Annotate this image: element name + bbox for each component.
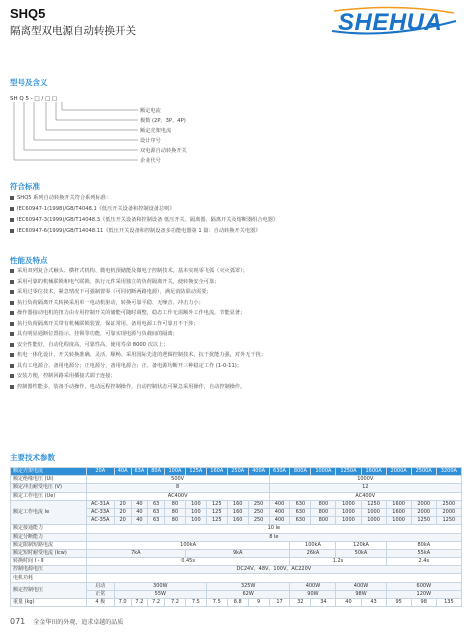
list-item: IEC60947-6(1999)/GB/T14048.11《低压开关设备和控制设备多功能电器第 1 篇：自动转换开关电器》	[10, 228, 460, 234]
model-label-rated-current: 额定电流	[140, 108, 161, 114]
list-item: SHQ5 系列自动转换开关符合系列标准：	[10, 195, 460, 201]
table-row: 额定短时耐受电流 (Icw) 7kA 9kA 26kA 50kA 55kA	[11, 549, 462, 557]
table-row: 额定控制电压 启动 300W 325W 400W 400W 600W	[11, 582, 462, 590]
bullet-icon	[10, 364, 14, 368]
brand-logo	[328, 5, 460, 37]
model-label-ats: 双电源自动转换开关	[140, 148, 187, 154]
model-heading: 型号及含义	[10, 78, 48, 87]
page-title: SHQ5	[10, 6, 46, 21]
page-footer	[10, 617, 123, 626]
table-row: 额定绝缘电压 (Ui) 500V 1000V	[11, 476, 462, 484]
list-item: 具有明显通断位置指示、挂锁等功能，可靠实现电源与负载间的隔离；	[10, 331, 460, 337]
technical-parameters-table	[10, 467, 462, 607]
features-heading: 性能及特点	[10, 256, 48, 265]
table-row: 控制电源电压 DC24V、48V、100V、AC220V	[11, 566, 462, 574]
bullet-icon	[10, 385, 14, 389]
page-number: 071	[10, 617, 26, 626]
list-item: 操作器接动电机的扭力由专用控制开关的储能可随时调整，稳态工作无需额外工作电流，节能显著；	[10, 310, 460, 316]
bullet-icon	[10, 290, 14, 294]
table-row: 转换时间 Ⅰ - Ⅱ 0.45s 1.2s 2.4s	[11, 558, 462, 566]
standards-heading: 符合标准	[10, 182, 40, 191]
list-item: 机电一体化设计，开关转换准确、灵活、顺畅、采用国际先进的逻辑控制技术，抗干扰能力强，对外无干扰；	[10, 352, 460, 358]
bullet-icon	[10, 301, 14, 305]
list-item: 具有工电源合、备用电源分；正电源分，备用电源合；正、备电源均断开三种稳定工作 (1-0-11)；	[10, 363, 460, 369]
table-row: 额定分断能力 8 Ie	[11, 533, 462, 541]
page-subtitle: 隔离型双电源自动转换开关	[10, 25, 136, 37]
bullet-icon	[10, 196, 14, 200]
list-item: IEC60947-3(1999)/GB/T14048.3《低压开关设备和控制设备 低压开关、隔离器、隔离开关及熔断器组合电器》	[10, 217, 460, 223]
table-row: AC-35A 20 40 63 80 100 125 160 250 400 630 800 1000 1000 1000 1250 1250	[11, 517, 462, 525]
bullet-icon	[10, 207, 14, 211]
model-label-frame-current: 额定壳架电流	[140, 128, 172, 134]
list-item: 执行负荷隔离开关转换采用单一电动机驱动，转换可靠平稳、无噪音、冲击力小；	[10, 300, 460, 306]
table-row: AC-33A 20 40 63 80 100 125 160 250 400 630 800 1000 1000 1600 2000 2000	[11, 508, 462, 516]
table-header-row: 额定壳架电流 20A 40A 63A 80A 100A 125A 160A 250A 400A 630A 800A 1000A 1250A 1600A 2000A 2500A 3200A	[11, 468, 462, 476]
params-heading: 主要技术参数	[10, 453, 55, 462]
table-row: 正常 55W 62W 90W 98W 120W	[11, 590, 462, 598]
table-row: 重量 (kg) 4 极 7.0 7.2 7.2 7.2 7.5 7.5 8.8 9 17 32 34 40 43 95 98 135	[11, 599, 462, 607]
bullet-icon	[10, 218, 14, 222]
table-row: 额定冲击耐受电压 (V) 8 12	[11, 484, 462, 492]
list-item: 安装方便，控制回路采用插接式端子连接；	[10, 373, 460, 379]
model-meaning-diagram	[10, 102, 150, 172]
features-list	[10, 268, 460, 394]
bullet-icon	[10, 343, 14, 347]
bullet-icon	[10, 269, 14, 273]
bullet-icon	[10, 353, 14, 357]
bullet-icon	[10, 229, 14, 233]
list-item: 安全性能好，自动化程度高，可靠性高，使用寿命 8000 次以上；	[10, 342, 460, 348]
brand-name: SHEHUA	[338, 9, 443, 36]
table-row: 额定工作电压 (Ue) AC400V AC400V	[11, 492, 462, 500]
model-label-company-code: 企业代号	[140, 158, 161, 164]
bullet-icon	[10, 332, 14, 336]
table-row: 电机功耗	[11, 574, 462, 582]
table-row: 额定接通能力 10 Ie	[11, 525, 462, 533]
list-item: IEC60947-1(1998)/GB/T4048.1《低压开关设备和控制设备总则》	[10, 206, 460, 212]
model-code: SH Q 5 - □ / □ □	[10, 96, 58, 102]
list-item: 执行负荷隔离开关带有机械联锁装置，保证常用、备用电源工作可靠且不干涉；	[10, 321, 460, 327]
list-item: 采用过零位技术，紧急情况下可强制置零（可同切断两路电源），满足消防联动需要；	[10, 289, 460, 295]
list-item: 采用双列复合式触头、横杆式机构、微电机预储能及微电子控制技术，基本实现零飞弧（灭灭弧罩）；	[10, 268, 460, 274]
table-row: 额定限制短路电流 100kA 100kA 120kA 80kA	[11, 541, 462, 549]
bullet-icon	[10, 322, 14, 326]
bullet-icon	[10, 374, 14, 378]
model-label-design-no: 设计序号	[140, 138, 161, 144]
standards-list	[10, 195, 460, 239]
bullet-icon	[10, 280, 14, 284]
model-label-poles: 极数 (2P、3P、4P)	[140, 118, 186, 124]
list-item: 控制器性能多，装备手动操作、电动远程控制操作，自动控制状态可紧急采用操作，自动控制操作。	[10, 384, 460, 390]
footer-slogan: 全金华田的外观、追求卓越的品质	[33, 619, 124, 626]
list-item: 采用可靠的机械联锁和电气联锁、执行元件采用独立的负荷隔离开关，使转换安全可靠；	[10, 279, 460, 285]
table-row: 额定工作电流 Ie AC-31A 20 40 63 80 100 125 160 250 400 630 800 1000 1250 1600 2000 2500	[11, 500, 462, 508]
bullet-icon	[10, 311, 14, 315]
